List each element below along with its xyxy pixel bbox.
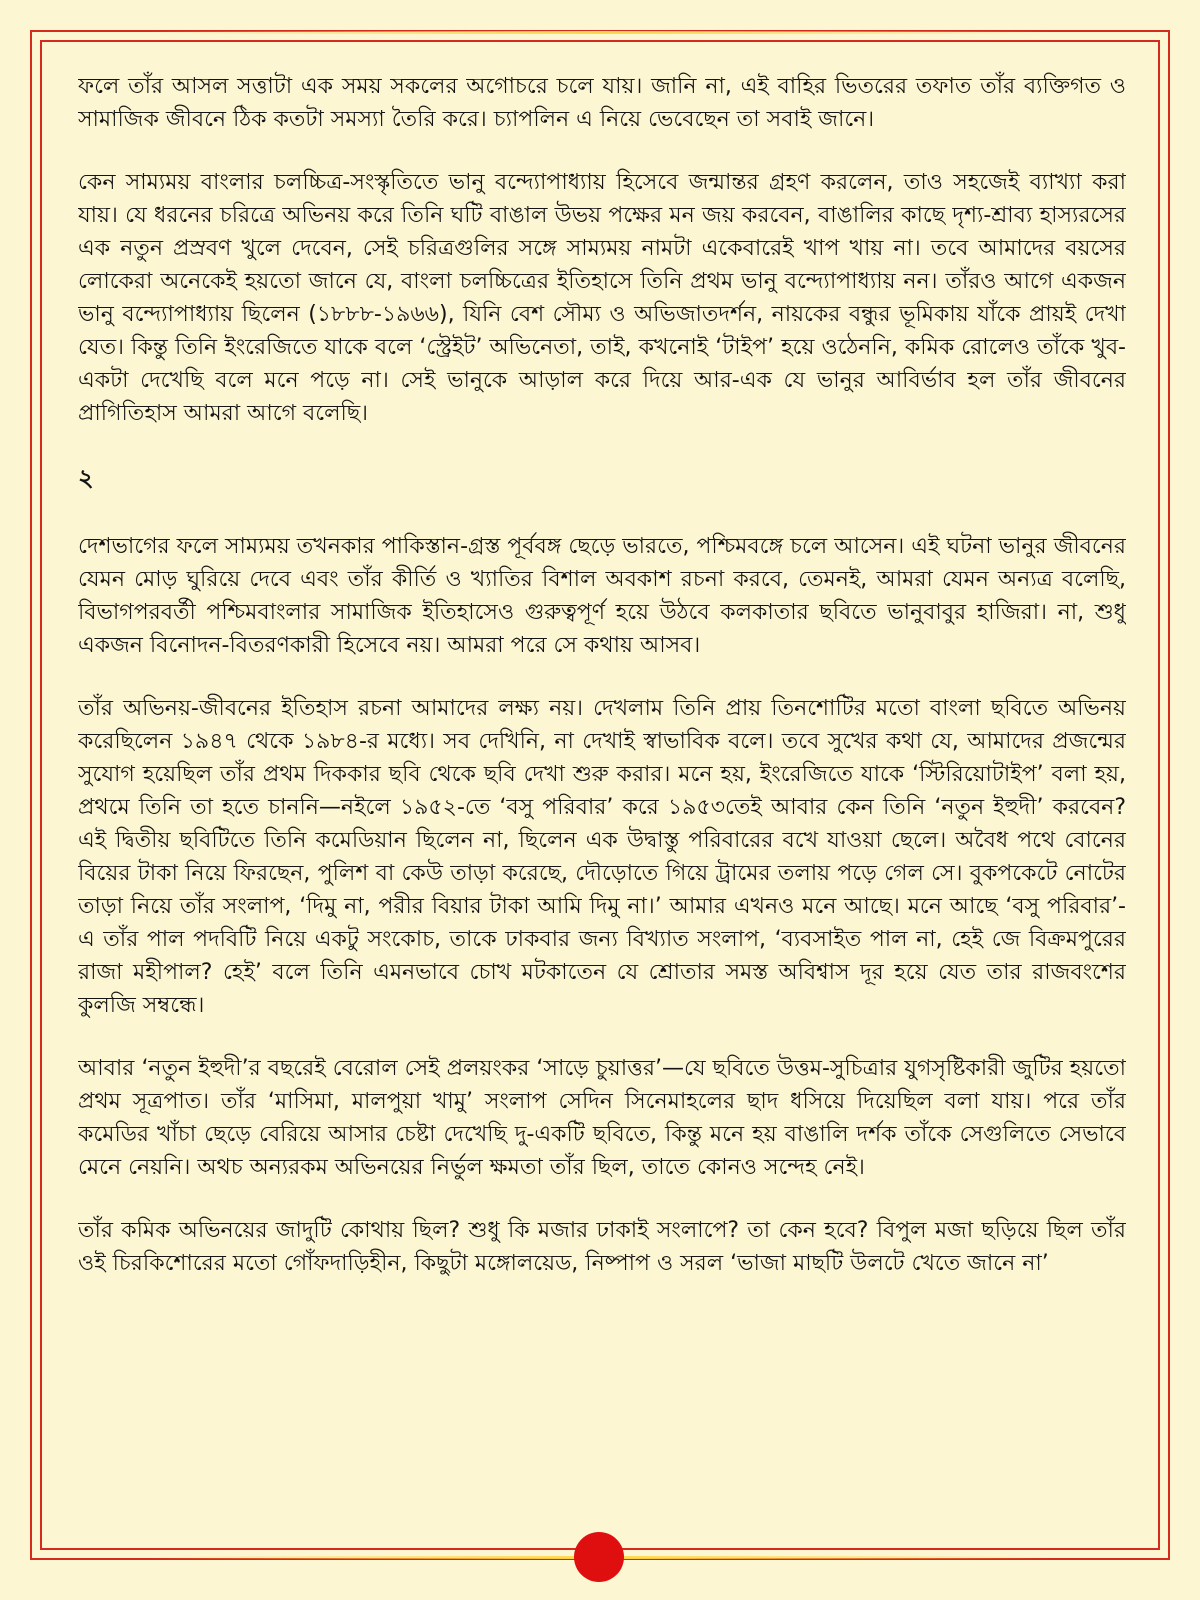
paragraph-6: তাঁর কমিক অভিনয়ের জাদুটি কোথায় ছিল? শুধু কি মজার ঢাকাই সংলাপে? তা কেন হবে? বিপুল মজা ছড়িয়ে ছিল তাঁর ওই চিরকিশোরের মতো গোঁফদাড়িহীন, কিছুটা মঙ্গোলয়েড, নিষ্পাপ ও সরল ‘ভাজা মাছটি উলটে খেতে জানে না’ xyxy=(78,1218,1126,1276)
paragraph-2: কেন সাম্যময় বাংলার চলচ্চিত্র-সংস্কৃতিতে ভানু বন্দ্যোপাধ্যায় হিসেবে জন্মান্তর গ্রহণ করলেন, তাও সহজেই ব্যাখ্যা করা যায়। যে ধরনের চরিত্রে অভিনয় করে তিনি ঘটি বাঙাল উভয় পক্ষের মন জয় করবেন, বাঙালির কাছে দৃশ্য-শ্রাব্য হাস্যরসের এক নতুন প্রস্রবণ খুলে দেবেন, সেই চরিত্রগুলির সঙ্গে সাম্যময় নামটা একেবারেই খাপ খায় না। তবে আমাদের বয়সের লোকেরা অনেকেই হয়তো জানে যে, বাংলা চলচ্চিত্রের ইতিহাসে তিনি প্রথম ভানু বন্দ্যোপাধ্যায় নন। তাঁরও আগে একজন ভানু বন্দ্যোপাধ্যায় ছিলেন (১৮৮৮-১৯৬৬), যিনি বেশ সৌম্য ও অভিজাতদর্শন, নায়কের বন্ধুর ভূমিকায় যাঁকে প্রায়ই দেখা যেত। কিন্তু তিনি ইংরেজিতে যাকে বলে ‘স্ট্রেইট’ অভিনেতা, তাই, কখনোই ‘টাইপ’ হয়ে ওঠেননি, কমিক রোলেও তাঁকে খুব-একটা দেখেছি বলে মনে পড়ে না। সেই ভানুকে আড়াল করে দিয়ে আর-এক যে ভানুর আবির্ভাব হল তাঁর জীবনের প্রাগিতিহাস আমরা আগে বলেছি। xyxy=(78,170,1126,426)
article-body xyxy=(78,70,1126,1540)
paragraph-5: আবার ‘নতুন ইহুদী’র বছরেই বেরোল সেই প্রলয়ংকর ‘সাড়ে চুয়াত্তর’—যে ছবিতে উত্তম-সুচিত্রার যুগসৃষ্টিকারী জুটির হয়তো প্রথম সূত্রপাত। তাঁর ‘মাসিমা, মালপুয়া খামু’ সংলাপ সেদিন সিনেমাহলের ছাদ ধসিয়ে দিয়েছিল বলা যায়। পরে তাঁর কমেডির খাঁচা ছেড়ে বেরিয়ে আসার চেষ্টা দেখেছি দু-একটি ছবিতে, কিন্তু মনে হয় বাঙালি দর্শক তাঁকে সেগুলিতে সেভাবে মেনে নেয়নি। অথচ অন্যরকম অভিনয়ের নির্ভুল ক্ষমতা তাঁর ছিল, তাতে কোনও সন্দেহ নেই। xyxy=(78,1056,1126,1180)
paragraph-3: দেশভাগের ফলে সাম্যময় তখনকার পাকিস্তান-গ্রস্ত পূর্ববঙ্গ ছেড়ে ভারতে, পশ্চিমবঙ্গে চলে আসেন। এই ঘটনা ভানুর জীবনের যেমন মোড় ঘুরিয়ে দেবে এবং তাঁর কীর্তি ও খ্যাতির বিশাল অবকাশ রচনা করবে, তেমনই, আমরা যেমন অন্যত্র বলেছি, বিভাগপরবর্তী পশ্চিমবাংলার সামাজিক ইতিহাসেও গুরুত্বপূর্ণ হয়ে উঠবে কলকাতার ছবিতে ভানুবাবুর হাজিরা। না, শুধু একজন বিনোদন-বিতরণকারী হিসেবে নয়। আমরা পরে সে কথায় আসব। xyxy=(78,534,1126,658)
top-border-highlight xyxy=(150,31,1050,34)
paragraph-1: ফলে তাঁর আসল সত্তাটা এক সময় সকলের অগোচরে চলে যায়। জানি না, এই বাহির ভিতরের তফাত তাঁর ব্যক্তিগত ও সামাজিক জীবনে ঠিক কতটা সমস্যা তৈরি করে। চ্যাপলিন এ নিয়ে ভেবেছেন তা সবাই জানে। xyxy=(78,74,1126,132)
section-number: ২ xyxy=(78,464,94,492)
paragraph-4: তাঁর অভিনয়-জীবনের ইতিহাস রচনা আমাদের লক্ষ্য নয়। দেখলাম তিনি প্রায় তিনশোটির মতো বাংলা ছবিতে অভিনয় করেছিলেন ১৯৪৭ থেকে ১৯৮৪-র মধ্যে। সব দেখিনি, না দেখাই স্বাভাবিক বলে। তবে সুখের কথা যে, আমাদের প্রজন্মের সুযোগ হয়েছিল তাঁর প্রথম দিককার ছবি থেকে ছবি দেখা শুরু করার। মনে হয়, ইংরেজিতে যাকে ‘স্টিরিয়োটাইপ’ বলা হয়, প্রথমে তিনি তা হতে চাননি—নইলে ১৯৫২-তে ‘বসু পরিবার’ করে ১৯৫৩তেই আবার কেন তিনি ‘নতুন ইহুদী’ করবেন? এই দ্বিতীয় ছবিটিতে তিনি কমেডিয়ান ছিলেন না, ছিলেন এক উদ্বাস্তু পরিবারের বখে যাওয়া ছেলে। অবৈধ পথে বোনের বিয়ের টাকা নিয়ে ফিরছেন, পুলিশ বা কেউ তাড়া করেছে, দৌড়োতে গিয়ে ট্রামের তলায় পড়ে গেল সে। বুকপকেটে নোটের তাড়া নিয়ে তাঁর সংলাপ, ‘দিমু না, পরীর বিয়ার টাকা আমি দিমু না।’ আমার এখনও মনে আছে। মনে আছে ‘বসু পরিবার’-এ তাঁর পাল পদবিটি নিয়ে একটু সংকোচ, তাকে ঢাকবার জন্য বিখ্যাত সংলাপ, ‘ব্যবসাইত পাল না, হেই জে বিক্রমপুরের রাজা মহীপাল? হেই’ বলে তিনি এমনভাবে চোখ মটকাতেন যে শ্রোতার সমস্ত অবিশ্বাস দূর হয়ে যেত তার রাজবংশের কুলজি সম্বন্ধে। xyxy=(78,696,1126,1018)
decorative-red-dot xyxy=(574,1532,624,1582)
